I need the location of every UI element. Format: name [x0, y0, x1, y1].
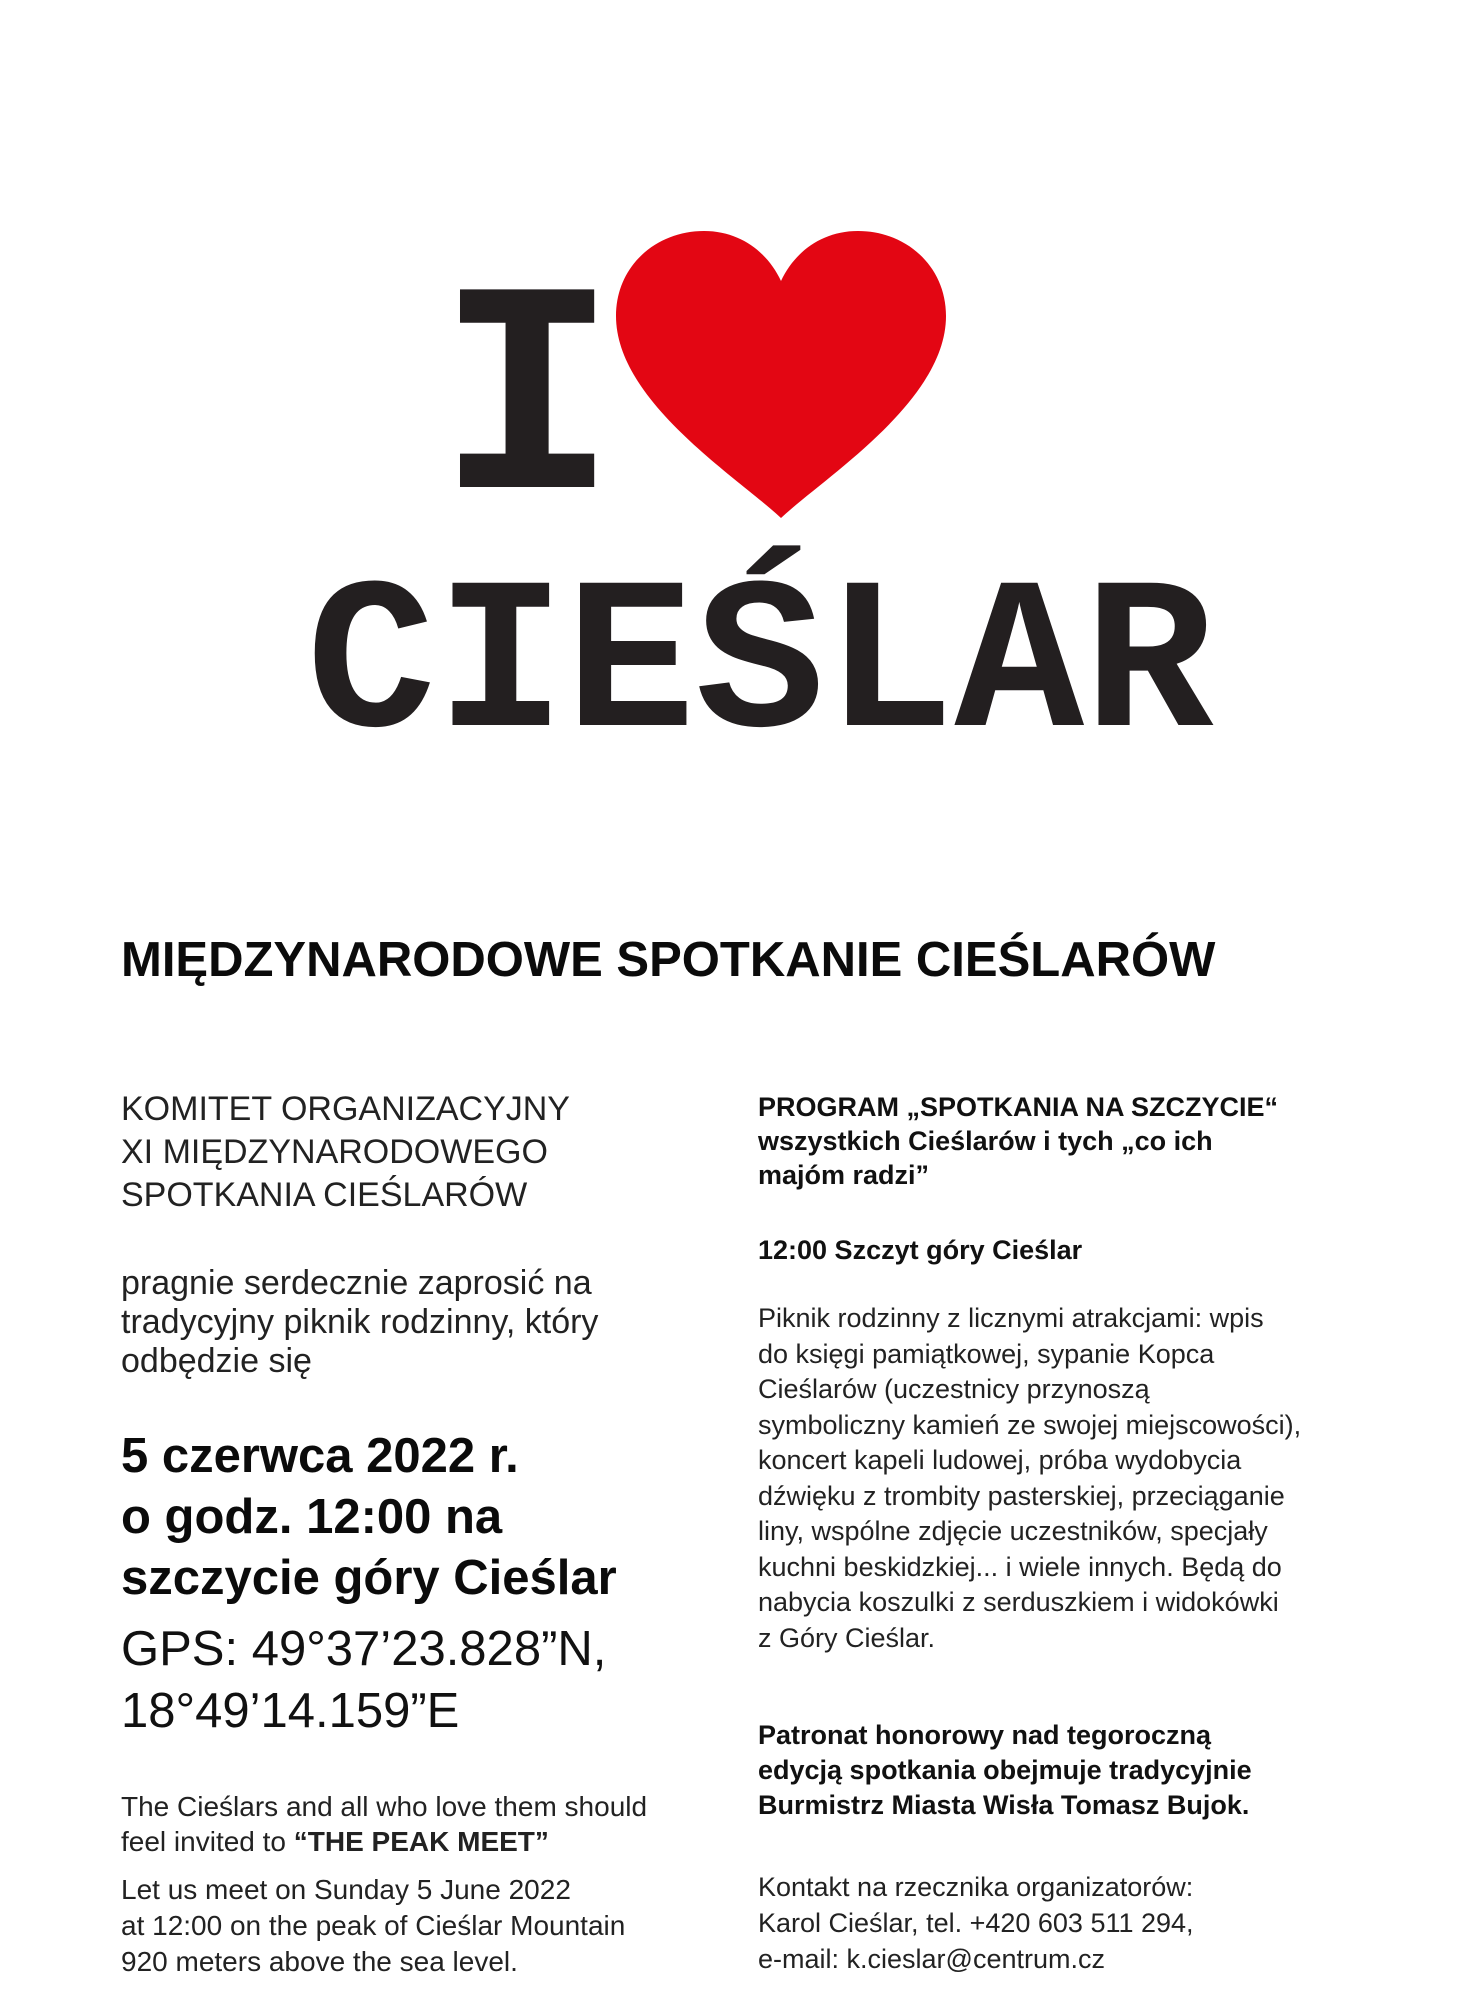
gps-line: 18°49’14.159”E [121, 1684, 460, 1738]
description-line: symboliczny kamień ze swojej miejscowości), [758, 1409, 1302, 1440]
honorary-patronage [758, 1718, 1408, 1823]
english-details-line: at 12:00 on the peak of Cieślar Mountain [121, 1910, 626, 1941]
hero-word-i: I [437, 238, 618, 578]
invite-text [121, 1264, 731, 1381]
committee-line: SPOTKANIA CIEŚLARÓW [121, 1176, 528, 1214]
patronage-line: edycją spotkania obejmuje tradycyjnie [758, 1755, 1252, 1785]
peak-meet-title: “THE PEAK MEET” [293, 1826, 549, 1857]
date-line: o godz. 12:00 na [121, 1490, 503, 1544]
english-details-line: Let us meet on Sunday 5 June 2022 [121, 1874, 571, 1905]
english-invite-prefix: feel invited to [121, 1826, 294, 1857]
description-line: nabycia koszulki z serduszkiem i widokówki [758, 1587, 1279, 1617]
english-invite [121, 1789, 731, 1859]
gps-coordinates [121, 1618, 731, 1742]
gps-line: GPS: 49°37’23.828”N, [121, 1622, 607, 1676]
invite-line: tradycyjny piknik rodzinny, który [121, 1303, 599, 1341]
program-title-line: PROGRAM „SPOTKANIA NA SZCZYCIE“ [758, 1092, 1279, 1122]
date-line: 5 czerwca 2022 r. [121, 1429, 519, 1483]
contact-line: Karol Cieślar, tel. +420 603 511 294, [758, 1908, 1194, 1938]
program-title [758, 1090, 1408, 1192]
committee-line: KOMITET ORGANIZACYJNY [121, 1090, 570, 1128]
patronage-line: Patronat honorowy nad tegoroczną [758, 1720, 1212, 1750]
invite-line: pragnie serdecznie zaprosić na [121, 1264, 592, 1302]
contact-email: e-mail: k.cieslar@centrum.cz [758, 1944, 1105, 1974]
invite-line: odbędzie się [121, 1342, 312, 1380]
description-line: Piknik rodzinny z licznymi atrakcjami: wpis [758, 1303, 1264, 1333]
hero-name-cieslar: CIEŚLAR [306, 545, 1214, 790]
committee-text [121, 1088, 731, 1217]
english-invite-line [121, 1824, 731, 1859]
description-line: koncert kapeli ludowej, próba wydobycia [758, 1445, 1242, 1475]
heart-icon [616, 231, 946, 518]
description-line: do księgi pamiątkowej, sypanie Kopca [758, 1338, 1215, 1369]
english-details-line: 920 meters above the sea level. [121, 1946, 518, 1977]
event-headline: MIĘDZYNARODOWE SPOTKANIE CIEŚLARÓW [121, 933, 1216, 987]
program-title-line: majóm radzi” [758, 1160, 930, 1190]
program-time: 12:00 Szczyt góry Cieślar [758, 1235, 1083, 1265]
english-invite-line: The Cieślars and all who love them should [121, 1791, 648, 1822]
patronage-line: Burmistrz Miasta Wisła Tomasz Bujok. [758, 1790, 1250, 1820]
program-description [758, 1301, 1408, 1656]
english-details [121, 1872, 731, 1980]
description-line: dźwięku z trombity pasterskiej, przeciąganie [758, 1480, 1285, 1511]
description-line: z Góry Cieślar. [758, 1622, 936, 1653]
contact-info [758, 1869, 1408, 1977]
description-line: liny, wspólne zdjęcie uczestników, specjały [758, 1516, 1268, 1546]
committee-line: XI MIĘDZYNARODOWEGO [121, 1133, 548, 1171]
event-date [121, 1426, 731, 1609]
program-title-line: wszystkich Cieślarów i tych „co ich [758, 1126, 1213, 1156]
contact-line: Kontakt na rzecznika organizatorów: [758, 1872, 1194, 1902]
description-line: Cieślarów (uczestnicy przynoszą [758, 1374, 1150, 1404]
heart-shape [616, 231, 946, 518]
date-line: szczycie góry Cieślar [121, 1551, 617, 1605]
description-line: kuchni beskidzkiej... i wiele innych. Będą do [758, 1551, 1282, 1582]
